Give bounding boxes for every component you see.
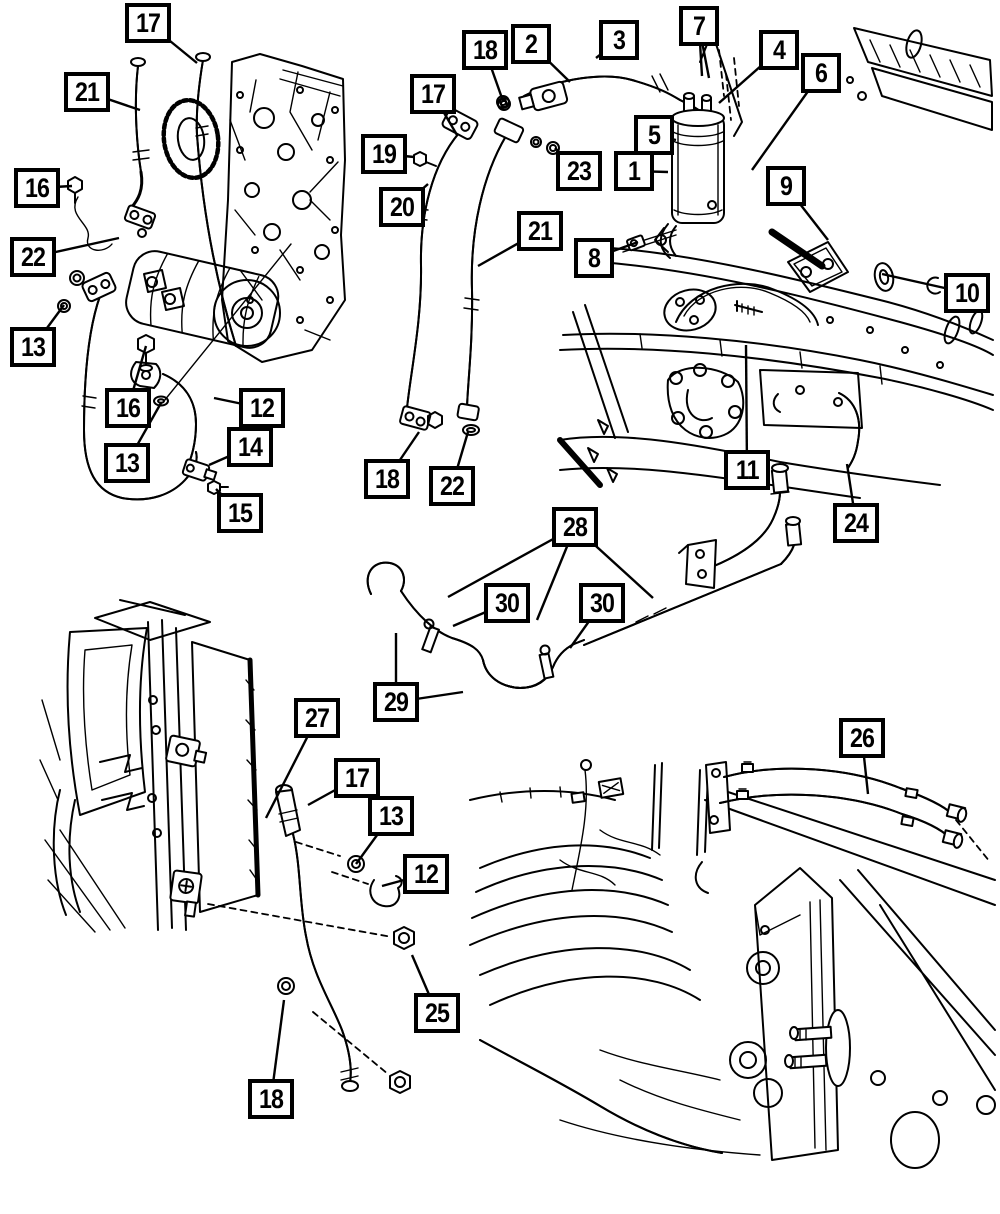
callout-30[interactable] xyxy=(579,583,625,623)
callout-27[interactable] xyxy=(294,698,340,738)
callout-number: 26 xyxy=(849,722,875,753)
callout-number: 22 xyxy=(439,470,465,501)
callout-23[interactable] xyxy=(556,151,602,191)
callout-7[interactable] xyxy=(679,6,719,46)
callout-18[interactable] xyxy=(248,1079,294,1119)
callout-number: 23 xyxy=(566,155,592,186)
callout-number: 1 xyxy=(627,155,641,186)
callout-number: 17 xyxy=(135,7,161,38)
callout-number: 2 xyxy=(524,28,538,59)
callout-number: 12 xyxy=(249,392,275,423)
callout-number: 3 xyxy=(612,24,626,55)
callout-25[interactable] xyxy=(414,993,460,1033)
callout-30[interactable] xyxy=(484,583,530,623)
callout-number: 30 xyxy=(589,587,615,618)
callout-8[interactable] xyxy=(574,238,614,278)
callout-15[interactable] xyxy=(217,493,263,533)
callout-26[interactable] xyxy=(839,718,885,758)
callout-18[interactable] xyxy=(364,459,410,499)
callout-16[interactable] xyxy=(105,388,151,428)
callout-number: 20 xyxy=(389,191,415,222)
callout-5[interactable] xyxy=(634,115,674,155)
callout-number: 19 xyxy=(371,138,397,169)
callout-number: 14 xyxy=(237,431,263,462)
callout-6[interactable] xyxy=(801,53,841,93)
callout-11[interactable] xyxy=(724,450,770,490)
callout-number: 7 xyxy=(692,10,706,41)
callout-number: 25 xyxy=(424,997,450,1028)
callout-29[interactable] xyxy=(373,682,419,722)
callout-9[interactable] xyxy=(766,166,806,206)
callout-4[interactable] xyxy=(759,30,799,70)
callout-number: 17 xyxy=(420,78,446,109)
callout-number: 5 xyxy=(647,119,661,150)
callout-22[interactable] xyxy=(10,237,56,277)
callout-17[interactable] xyxy=(125,3,171,43)
callout-number: 11 xyxy=(735,454,759,485)
callout-20[interactable] xyxy=(379,187,425,227)
callout-12[interactable] xyxy=(403,854,449,894)
callout-13[interactable] xyxy=(368,796,414,836)
callout-number: 13 xyxy=(114,447,140,478)
callout-17[interactable] xyxy=(334,758,380,798)
callout-number: 16 xyxy=(115,392,141,423)
callout-number: 28 xyxy=(562,511,588,542)
callout-13[interactable] xyxy=(10,327,56,367)
callout-18[interactable] xyxy=(462,30,508,70)
callout-1[interactable] xyxy=(614,151,654,191)
callout-14[interactable] xyxy=(227,427,273,467)
callout-number: 8 xyxy=(587,242,601,273)
callout-number: 29 xyxy=(383,686,409,717)
callout-number: 13 xyxy=(378,800,404,831)
callout-number: 4 xyxy=(772,34,786,65)
callout-number: 9 xyxy=(779,170,793,201)
callout-number: 18 xyxy=(472,34,498,65)
callout-number: 22 xyxy=(20,241,46,272)
callout-number: 21 xyxy=(527,215,553,246)
callout-number: 16 xyxy=(24,172,50,203)
callout-number: 24 xyxy=(843,507,869,538)
callout-24[interactable] xyxy=(833,503,879,543)
callout-19[interactable] xyxy=(361,134,407,174)
callout-17[interactable] xyxy=(410,74,456,114)
callout-21[interactable] xyxy=(64,72,110,112)
callout-number: 6 xyxy=(814,57,828,88)
callout-number: 17 xyxy=(344,762,370,793)
callout-12[interactable] xyxy=(239,388,285,428)
callout-22[interactable] xyxy=(429,466,475,506)
callout-number: 13 xyxy=(20,331,46,362)
callout-number: 18 xyxy=(374,463,400,494)
callout-number: 21 xyxy=(74,76,100,107)
callout-16[interactable] xyxy=(14,168,60,208)
callout-3[interactable] xyxy=(599,20,639,60)
callout-2[interactable] xyxy=(511,24,551,64)
callout-28[interactable] xyxy=(552,507,598,547)
callout-number: 10 xyxy=(954,277,980,308)
callout-10[interactable] xyxy=(944,273,990,313)
callout-number: 12 xyxy=(413,858,439,889)
callout-13[interactable] xyxy=(104,443,150,483)
callout-number: 18 xyxy=(258,1083,284,1114)
callout-number: 30 xyxy=(494,587,520,618)
callout-number: 15 xyxy=(227,497,253,528)
callout-21[interactable] xyxy=(517,211,563,251)
callout-number: 27 xyxy=(304,702,330,733)
